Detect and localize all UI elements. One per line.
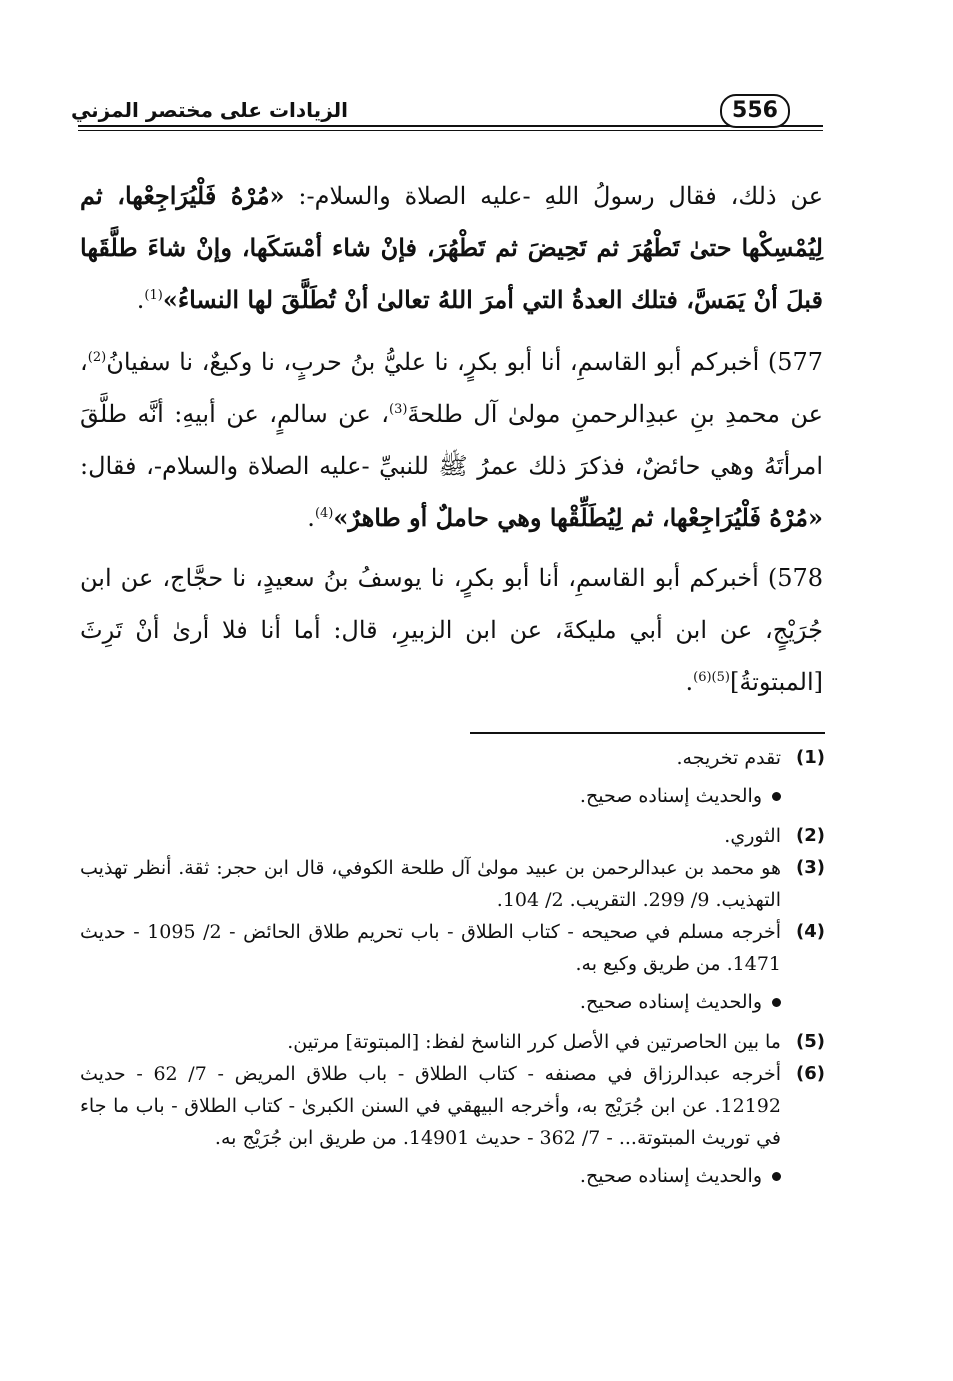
footnote-number: (1) <box>796 747 825 768</box>
hadith-577 <box>80 336 823 544</box>
footnote-ref: (3) <box>388 402 408 417</box>
footnote-number: (5) <box>796 1031 825 1052</box>
footnote-6 <box>80 1058 825 1154</box>
footnote-3 <box>80 852 825 916</box>
footnote-ref: (1) <box>144 288 163 303</box>
hadith-text: ، عن محمدِ بنِ عبدِالرحمنِ مولىٰ آل طلحةَ <box>80 348 823 428</box>
footnote-ref: (5)(6) <box>693 670 730 685</box>
page-number: 556 <box>720 94 790 128</box>
hadith-578 <box>80 552 823 708</box>
bullet-icon <box>772 998 781 1007</box>
footnotes <box>80 742 825 1200</box>
footnote-1 <box>80 742 825 774</box>
hadith-quote: «مُرْهُ فَلْيُرَاجِعْها، ثم لِيُطَلِّقْها وهي حاملٌ أو طاهرٌ» <box>333 503 823 532</box>
footnote-number: (2) <box>796 825 825 846</box>
paragraph-end: . <box>685 668 694 696</box>
hadith-number: 578) <box>767 564 823 592</box>
paragraph-lead: عن ذلك، فقال رسولُ اللهِ -عليه الصلاة والسلام-: <box>284 182 824 210</box>
footnote-text: تقدم تخريجه. <box>676 747 781 769</box>
footnote-text: أخرجه مسلم في صحيحه - كتاب الطلاق - باب تحريم طلاق الحائض - 2/ 1095 - حديث 1471. من طريق وكيع به. <box>80 921 781 975</box>
footnote-bullet-text: والحديث إسناده صحيح. <box>579 785 762 807</box>
footnote-bullet-text: والحديث إسناده صحيح. <box>579 991 762 1013</box>
hadith-quote: «مُرْهُ فَلْيُرَاجِعْها، ثم لِيُمْسِكْها حتىٰ تَطْهُرَ ثم تَحِيضَ ثم تَطْهُرَ، فإنْ شاء أمْسَكَها، وإنْ شاءَ طلَّقَها قبلَ أنْ يَمَسَّ، فتلك العدةُ التي أمرَ اللهُ تعالىٰ أنْ تُطَلَّقَ لها النساءُ» <box>80 181 823 314</box>
footnote-bullet <box>80 780 825 812</box>
main-text <box>80 170 823 708</box>
footnote-number: (4) <box>796 921 825 942</box>
footnote-separator <box>470 732 825 734</box>
footnote-bullet-text: والحديث إسناده صحيح. <box>579 1165 762 1187</box>
header-rule-tail <box>790 123 823 129</box>
hadith-text: أخبركم أبو القاسمِ، أنا أبو بكرٍ، نا يوسفُ بنُ سعيدٍ، نا حجَّاج، عن ابن جُرَيْجٍ، عن ابن أبي مليكةَ، عن ابن الزبيرِ، قال: أما أنا فلا أرىٰ أنْ تَرِثَ [المبتوتةُ] <box>80 564 823 696</box>
paragraph-end: . <box>307 504 315 532</box>
hadith-number: 577) <box>767 348 823 376</box>
footnote-bullet <box>80 1160 825 1192</box>
footnote-2 <box>80 820 825 852</box>
bullet-icon <box>772 1172 781 1181</box>
page-header <box>70 92 823 132</box>
footnote-ref: (4) <box>314 506 334 521</box>
footnote-5 <box>80 1026 825 1058</box>
running-title: الزيادات على مختصر المزني <box>70 98 348 122</box>
footnote-text: ما بين الحاصرتين في الأصل كرر الناسخ لفظ: [المبتوتة] مرتين. <box>287 1031 781 1053</box>
footnote-text: الثوري. <box>724 825 781 847</box>
footnote-bullet <box>80 986 825 1018</box>
footnote-text: هو محمد بن عبدالرحمن بن عبيد مولىٰ آل طلحة الكوفي، قال ابن حجر: ثقة. أنظر تهذيب التهذيب. 9/ 299. التقريب. 2/ 104. <box>80 857 781 911</box>
paragraph-continuation <box>80 170 823 326</box>
bullet-icon <box>772 792 781 801</box>
header-rule <box>78 125 823 127</box>
footnote-ref: (2) <box>87 350 107 365</box>
hadith-text: أخبركم أبو القاسمِ، أنا أبو بكرٍ، نا عليُّ بنُ حربٍ، نا وكيعٌ، نا سفيانُ <box>106 348 768 376</box>
paragraph-end: . <box>136 286 145 314</box>
footnote-number: (6) <box>796 1063 825 1084</box>
footnote-4 <box>80 916 825 980</box>
header-rule-thin <box>78 130 823 131</box>
footnote-text: أخرجه عبدالرزاق في مصنفه - كتاب الطلاق - باب طلاق المريض - 7/ 62 - حديث 12192. عن ابن جُرَيْج به، وأخرجه البيهقي في السنن الكبرىٰ - كتاب الطلاق - باب ما جاء في توريث المبتوتة... - 7/ 362 - حديث 14901. من طريق ابن جُرَيْج به. <box>80 1063 781 1149</box>
hadith-text: ، عن سالمٍ، عن أبيهِ: أنَّه طلَّقَ امرأتَهُ وهي حائضٌ، فذكرَ ذلك عمرُ ﷺ للنبيِّ -عليه الصلاة والسلام-، فقال: <box>80 400 823 480</box>
footnote-number: (3) <box>796 857 825 878</box>
